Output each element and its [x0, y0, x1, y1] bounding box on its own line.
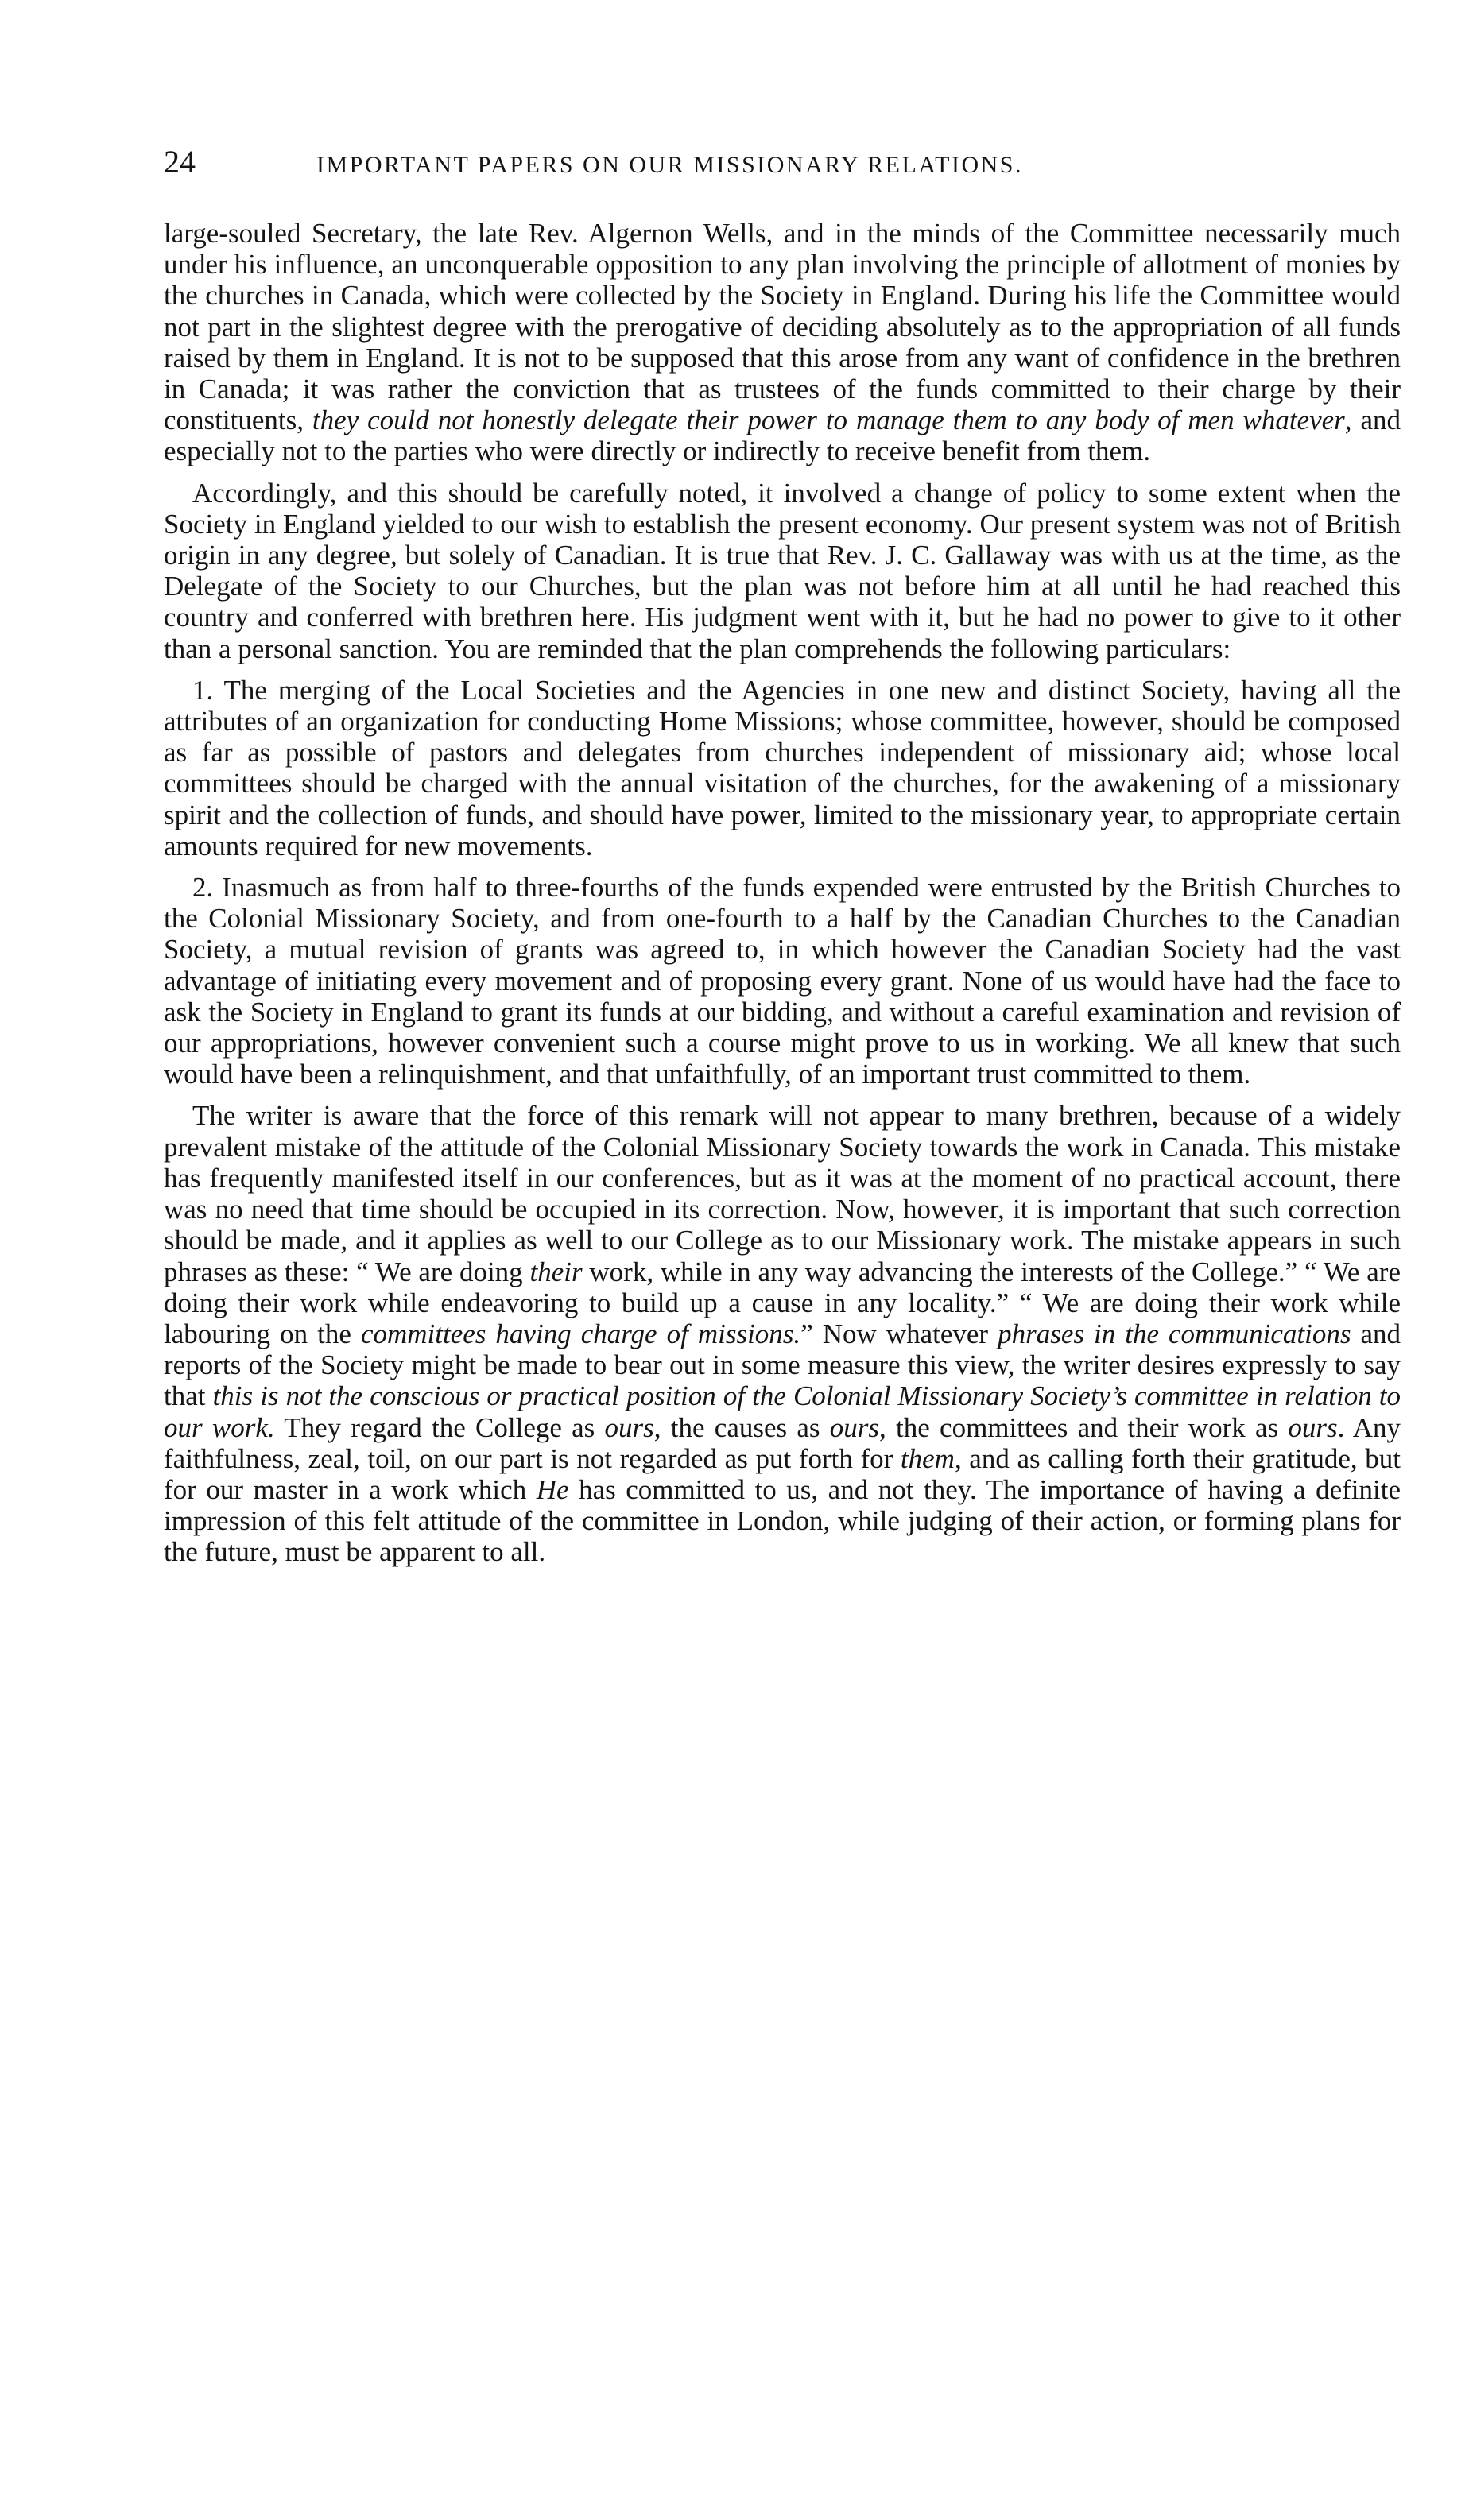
italic-span: ours — [604, 1411, 654, 1443]
page-number: 24 — [164, 144, 196, 180]
text-span: 2. Inasmuch as from half to three-fourths of the funds expended were entrusted by the British Churches to the Colonial Missionary Society, and from one-fourth to a half by the Canadian Churches to the Canadian Society, a mutual revision of grants was agreed to, in which however the Canadian Society had the vast advantage of initiating every movement and of proposing every grant. None of us would have had the face to ask the Society in England to grant its funds at our bidding, and without a careful examination and revision of our appropriations, however convenient such a course might prove to us in working. We all knew that such would have been a relinquishment, and that unfaithfully, of an important trust committed to them. — [164, 872, 1401, 1090]
text-span: ” Now whatever — [800, 1318, 998, 1349]
italic-span: He — [536, 1473, 569, 1505]
running-title: IMPORTANT PAPERS ON OUR MISSIONARY RELATIONS. — [316, 152, 1023, 178]
text-span: , the causes as — [653, 1411, 830, 1443]
paragraph-writer-aware — [164, 1100, 1401, 1567]
italic-span: their — [529, 1256, 583, 1287]
italic-span: ours — [829, 1411, 880, 1443]
text-span: They regard the College as — [274, 1411, 605, 1443]
body-text — [164, 218, 1401, 1568]
text-span: work, while in any way advancing the interests of the College.” “ We are doing their work while endeavoring to build up a cause in any locality.” “ We are doing their work while labouring on the — [164, 1256, 1401, 1349]
text-span: The writer is aware that the force of this remark will not appear to many brethren, because of a widely prevalent mistake of the attitude of the Colonial Missionary Society towards the work in Canada. This mistake has frequently manifested itself in our conferences, but as it was at the moment of no practical account, there was no need that time should be occupied in its correction. Now, however, it is important that such correction should be made, and it applies as well to our College as to our Missionary work. The mistake appears in such phrases as these: “ We are doing — [164, 1100, 1401, 1287]
text-span: has committed to us, and not they. The importance of having a definite impression of this felt attitude of the committee in London, while judging of their action, or forming plans for the future, must be apparent to all. — [164, 1473, 1401, 1568]
text-span: large-souled Secretary, the late Rev. Algernon Wells, and in the minds of the Committee necessarily much under his influence, an unconquerable opposition to any plan involving the principle of allotment of monies by the churches in Canada, which were collected by the Society in England. During his life the Committee would not part in the slightest degree with the prerogative of deciding absolutely as to the appropriation of all funds raised by them in England. It is not to be supposed that this arose from any want of confidence in the brethren in Canada; it was rather the conviction that as trustees of the funds committed to their charge by their constituents, — [164, 218, 1401, 436]
text-span: , the committees and their work as — [879, 1411, 1289, 1443]
text-span: and reports of the Society might be made to bear out in some measure this view, the writer desires expressly to say that — [164, 1318, 1401, 1412]
paragraph-item-1 — [164, 675, 1401, 861]
text-span: . Any faithfulness, zeal, toil, on our part is not regarded as put forth for — [164, 1411, 1401, 1474]
italic-span: ours — [1288, 1411, 1338, 1443]
text-span: , and as calling forth their gratitude, but for our master in a work which — [164, 1442, 1401, 1505]
running-header — [164, 143, 1401, 191]
paragraph-secretary-opposition — [164, 218, 1401, 467]
text-span: Accordingly, and this should be carefully noted, it involved a change of policy to some extent when the Society in England yielded to our wish to establish the present economy. Our present system was not of British origin in any degree, but solely of Canadian. It is true that Rev. J. C. Gallaway was with us at the time, as the Delegate of the Society to our Churches, but the plan was not before him at all until he had reached this country and conferred with brethren here. His judgment went with it, but he had no power to give to it other than a personal sanction. You are reminded that the plan comprehends the following particulars: — [164, 477, 1401, 664]
book-page — [164, 143, 1401, 1568]
paragraph-accordingly — [164, 478, 1401, 664]
text-span: , and especially not to the parties who were directly or indirectly to receive benefit from them. — [164, 405, 1401, 467]
italic-span: phrases in the communications — [998, 1318, 1351, 1349]
text-span: 1. The merging of the Local Societies and the Agencies in one new and distinct Society, having all the attributes of an organization for conducting Home Missions; whose committee, however, should be composed as far as possible of pastors and delegates from churches independent of missionary aid; whose local committees should be charged with the annual visitation of the churches, for the awakening of a missionary spirit and the collection of funds, and should have power, limited to the missionary year, to appropriate certain amounts required for new movements. — [164, 674, 1401, 861]
italic-span: them — [900, 1442, 955, 1474]
italic-span: they could not honestly delegate their power to manage them to any body of men whatever — [312, 405, 1345, 436]
paragraph-item-2 — [164, 872, 1401, 1090]
italic-span: committees having charge of missions. — [360, 1318, 801, 1349]
italic-span: this is not the conscious or practical position of the Colonial Missionary Society’s committee in relation to our work. — [164, 1380, 1401, 1443]
